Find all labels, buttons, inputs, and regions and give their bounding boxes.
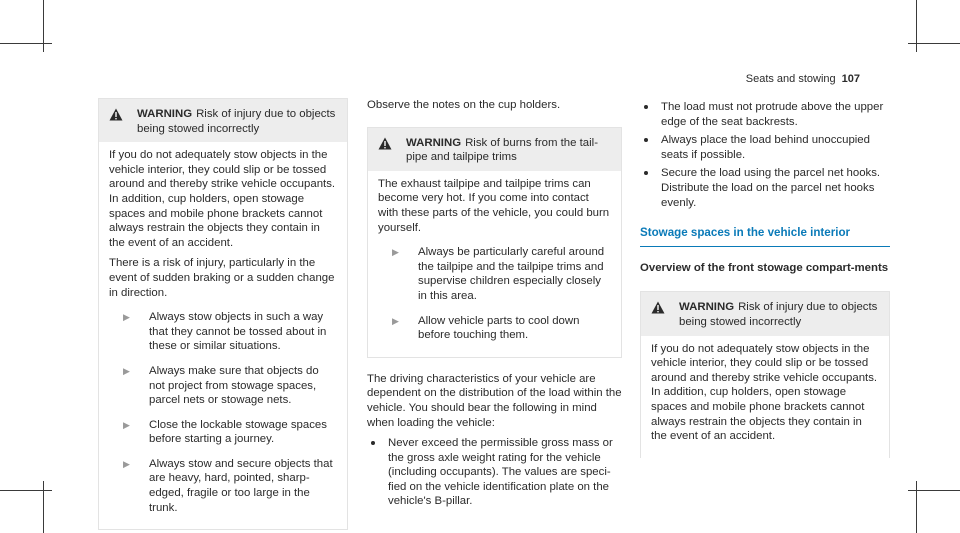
warning-box bbox=[640, 291, 890, 457]
body-paragraph: The driving characteristics of your vehicle are dependent on the distribution of the load within the vehicle. You should bear the following in mind when loading the vehicle: bbox=[367, 372, 622, 429]
crop-mark bbox=[43, 0, 44, 52]
warning-paragraph: If you do not adequately stow objects in the vehicle interior, they could slip or be tossed around and thereby strike vehicle occupants. In addition, cup holders, open stowage spaces and mobile phone brackets cannot always restrain the objects they contain in the event of an accident. bbox=[651, 342, 878, 443]
warning-body bbox=[99, 142, 347, 529]
warning-label: WARNING bbox=[679, 301, 735, 314]
bullet-item bbox=[640, 133, 890, 162]
warning-body bbox=[641, 336, 889, 458]
step-item bbox=[378, 314, 611, 343]
step-item bbox=[109, 418, 337, 447]
step-item bbox=[378, 245, 611, 303]
step-item bbox=[109, 457, 337, 515]
play-arrow-icon: ▶ bbox=[123, 419, 130, 430]
crop-mark bbox=[43, 481, 44, 533]
warning-triangle-icon bbox=[651, 301, 665, 314]
section-name: Seats and stowing bbox=[745, 73, 836, 85]
bullet-dot bbox=[371, 441, 375, 445]
warning-body bbox=[368, 171, 621, 357]
section-title: Stowage spaces in the vehicle interior bbox=[640, 226, 890, 247]
intro-text: Observe the notes on the cup holders. bbox=[367, 99, 561, 111]
running-header bbox=[746, 72, 860, 87]
warning-header bbox=[641, 292, 889, 335]
bullet-list bbox=[367, 436, 622, 509]
step-list bbox=[109, 310, 337, 515]
warning-header bbox=[368, 128, 621, 171]
bullet-item bbox=[640, 100, 890, 129]
play-arrow-icon: ▶ bbox=[123, 365, 130, 376]
warning-label: WARNING bbox=[137, 108, 193, 120]
bullet-dot bbox=[644, 171, 648, 175]
warning-heading-text: Risk of burns from the tail-pipe and tailpipe trims bbox=[406, 136, 598, 164]
crop-mark bbox=[0, 43, 52, 44]
column-left bbox=[98, 98, 348, 530]
bullet-list bbox=[640, 100, 890, 210]
warning-triangle-icon bbox=[378, 137, 392, 150]
sub-title: Overview of the front stowage compart-ments bbox=[640, 261, 889, 274]
warning-heading-text: Risk of injury due to objects being stowed incorrectly bbox=[137, 108, 336, 135]
bullet-text: Always place the load behind unoccupied seats if possible. bbox=[661, 134, 870, 161]
bullet-item bbox=[640, 166, 890, 210]
step-item bbox=[109, 364, 337, 408]
warning-heading bbox=[406, 136, 611, 165]
warning-box bbox=[98, 98, 348, 530]
crop-mark bbox=[916, 0, 917, 52]
warning-heading bbox=[137, 107, 337, 136]
page-number: 107 bbox=[841, 73, 860, 85]
bullet-text: Never exceed the permissible gross mass or the gross axle weight rating for the vehicle (including occupants). The values are speci-fied on the vehicle identification plate on the vehicle's B-pillar. bbox=[388, 437, 613, 508]
bullet-text: Secure the load using the parcel net hooks. Distribute the load on the parcel net hooks evenly. bbox=[661, 167, 881, 209]
step-text: Always stow objects in such a way that they cannot be tossed about in these or similar situations. bbox=[149, 311, 327, 353]
warning-header bbox=[99, 99, 347, 142]
warning-heading-text: Risk of injury due to objects being stowed incorrectly bbox=[679, 301, 878, 328]
bullet-dot bbox=[644, 105, 648, 109]
step-text: Allow vehicle parts to cool down before touching them. bbox=[418, 314, 580, 342]
step-item bbox=[109, 310, 337, 354]
warning-label: WARNING bbox=[406, 136, 462, 149]
step-list bbox=[378, 245, 611, 343]
crop-mark bbox=[916, 481, 917, 533]
warning-paragraph: If you do not adequately stow objects in the vehicle interior, they could slip or be tossed around and thereby strike vehicle occupants. In addition, cup holders, open stowage spaces and mobile phone brackets cannot always restrain the objects they contain in the event of an accident. bbox=[109, 149, 336, 249]
play-arrow-icon: ▶ bbox=[123, 312, 130, 323]
step-text: Close the lockable stowage spaces before starting a journey. bbox=[149, 418, 327, 446]
step-text: Always make sure that objects do not project from stowage spaces, parcel nets or stowage nets. bbox=[149, 364, 319, 407]
step-text: Always stow and secure objects that are heavy, hard, pointed, sharp-edged, fragile or too large in the trunk. bbox=[149, 457, 333, 514]
warning-triangle-icon bbox=[109, 108, 123, 121]
bullet-item bbox=[367, 436, 622, 509]
bullet-text: The load must not protrude above the upper edge of the seat backrests. bbox=[661, 101, 884, 128]
step-text: Always be particularly careful around the tailpipe and the tailpipe trims and supervise children especially closely in this area. bbox=[418, 246, 605, 302]
warning-box bbox=[367, 127, 622, 358]
crop-mark bbox=[0, 490, 52, 491]
play-arrow-icon: ▶ bbox=[392, 247, 399, 258]
warning-heading bbox=[679, 300, 879, 329]
play-arrow-icon: ▶ bbox=[392, 315, 399, 326]
column-right bbox=[640, 98, 890, 458]
warning-paragraph: The exhaust tailpipe and tailpipe trims can become very hot. If you come into contact with these parts of the vehicle, you could burn yourself. bbox=[378, 177, 610, 234]
play-arrow-icon: ▶ bbox=[123, 458, 130, 469]
warning-paragraph: There is a risk of injury, particularly in the event of sudden braking or a sudden change in direction. bbox=[109, 257, 335, 299]
bullet-dot bbox=[644, 138, 648, 142]
column-middle bbox=[367, 98, 622, 513]
